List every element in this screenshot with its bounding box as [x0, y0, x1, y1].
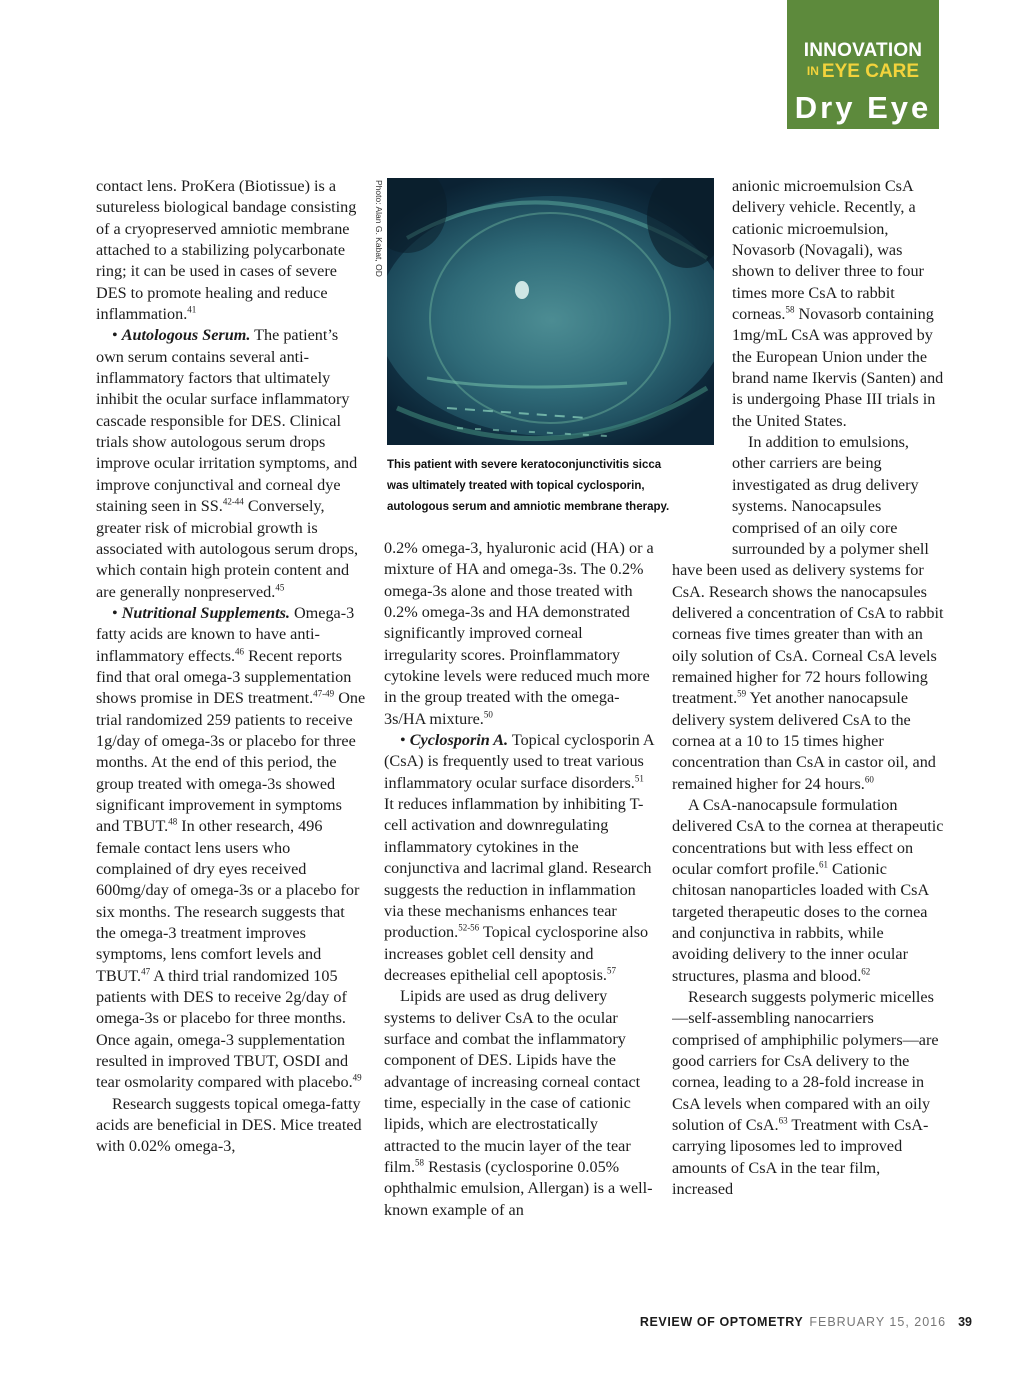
section-title: Dry Eye: [794, 90, 932, 125]
text: In other research, 496 female contact lens users who complained of dry eyes received 600mg/day of omega-3s or a placebo for six months. The research suggests that the omega-3 treatment improves symptoms, lens comfort levels and TBUT.: [96, 817, 360, 985]
text-column-2: [384, 538, 656, 1221]
eye-illustration: [387, 178, 714, 445]
subheading: Autologous Serum.: [121, 326, 251, 345]
text: In addition to emulsions, other carriers are being investigated as drug delivery systems. Nanocapsules comprised of an oily core surrounded by a polymer shell have been used as delivery systems for CsA. Research shows the nanocapsules delivered a concentration of CsA to rabbit corneas five times greater than with an oily solution of CsA. Corneal CsA levels remained higher for 72 hours following treatment.: [672, 433, 944, 708]
paragraph: [96, 325, 368, 602]
reference: 51: [634, 773, 644, 784]
subheading: Cyclosporin A.: [409, 731, 509, 750]
subheading: Nutritional Supplements.: [121, 603, 290, 622]
text: Omega-3 fatty acids are known to have anti-inflammatory effects.: [96, 603, 355, 665]
text: contact lens. ProKera (Biotissue) is a sutureless biological bandage consisting of a cryopreserved amniotic membrane attached to a stabilizing polycarbonate ring; it can be used in cases of severe DES to promote healing and reduce inflammation.: [96, 177, 357, 324]
paragraph: [384, 538, 656, 730]
caption-line: This patient with severe keratoconjunctivitis sicca: [387, 459, 662, 471]
float-spacer: [672, 176, 732, 541]
badge-in: IN: [806, 64, 819, 78]
text: The patient’s own serum contains several anti-inflammatory factors that ultimately inhibit the ocular surface inflammatory cascade responsible for DES. Clinical trials show autologous serum drops improve ocular irritation symptoms, and improve conjunctival and corneal dye staining seen in SS.: [96, 326, 358, 516]
reference: 41: [187, 304, 197, 315]
reference: 47: [141, 966, 151, 977]
paragraph: [96, 603, 368, 1094]
text: Conversely, greater risk of microbial growth is associated with autologous serum drops, which contain high protein content and are generally nonpreserved.: [96, 497, 359, 601]
publication-name: REVIEW OF OPTOMETRY: [639, 1315, 804, 1329]
text: anionic microemulsion CsA delivery vehicle. Recently, a cationic microemulsion, Novasorb (Novagali), was shown to deliver three to four times more CsA to rabbit corneas.: [732, 177, 924, 324]
paragraph: Research suggests topical omega-fatty acids are beneficial in DES. Mice treated with 0.02% omega-3,: [96, 1094, 362, 1156]
reference: 48: [168, 816, 178, 827]
bullet: •: [112, 603, 122, 622]
section-badge: [787, 0, 939, 129]
text: Novasorb containing 1mg/mL CsA was approved by the European Union under the brand name Ikervis (Santen) and is undergoing Phase III trials in the United States.: [732, 305, 944, 430]
reference: 46: [235, 646, 245, 657]
caption-line: autologous serum and amniotic membrane therapy.: [387, 501, 670, 513]
reference: 61: [818, 859, 828, 870]
reference: 58: [415, 1157, 425, 1168]
badge-title-line1: INNOVATION: [803, 40, 923, 61]
text-column-3: [672, 176, 944, 1201]
text: A third trial randomized 105 patients with DES to receive 2g/day of omega-3s or placebo for three months. Once again, omega-3 supplementation resulted in improved TBUT, OSDI and tear osmolarity compared with placebo.: [96, 966, 353, 1092]
reference: 42-44: [222, 496, 244, 507]
reference: 62: [861, 966, 871, 977]
paragraph: [672, 795, 944, 987]
text: Topical cyclosporin A (CsA) is frequently used to treat various inflammatory ocular surface disorders.: [384, 731, 654, 792]
reference: 45: [275, 582, 285, 593]
bullet: •: [400, 731, 410, 750]
text: Yet another nanocapsule delivery system delivered CsA to the cornea at a 10 to 15 times higher concentration than CsA in castor oil, and remained higher for 24 hours.: [672, 689, 936, 793]
text: 0.2% omega-3, hyaluronic acid (HA) or a mixture of HA and omega-3s. The 0.2% omega-3s alone and those treated with 0.2% omega-3s and HA demonstrated significantly improved corneal irregularity scores. Proinflammatory cytokine levels were reduced much more in the group treated with the omega-3s/HA mixture.: [384, 539, 654, 728]
reference: 57: [606, 965, 616, 976]
text: Restasis (cyclosporine 0.05% ophthalmic emulsion, Allergan) is a well-known example of an: [384, 1157, 653, 1219]
paragraph: [384, 986, 656, 1221]
reference: 52-56: [458, 922, 480, 933]
page-footer: [640, 1315, 972, 1329]
issue-date: FEBRUARY 15, 2016: [809, 1315, 947, 1329]
caption-line: was ultimately treated with topical cyclosporin,: [387, 480, 645, 492]
reference: 47-49: [313, 688, 335, 699]
text-column-1: [96, 176, 368, 1158]
photo-credit: Photo: Alan G. Kabat, OD: [374, 180, 384, 277]
paragraph: [672, 987, 944, 1200]
page-number: 39: [958, 1315, 972, 1329]
paragraph: [384, 730, 656, 986]
reference: 58: [785, 304, 795, 315]
text: A CsA-nanocapsule formulation delivered CsA to the cornea at therapeutic concentrations but with less effect on ocular comfort profile.: [672, 795, 944, 878]
text: Treatment with CsA-carrying liposomes led to improved amounts of CsA in the tear film, increased: [672, 1116, 929, 1199]
text: One trial randomized 259 patients to receive 1g/day of omega-3s or placebo for three months. At the end of this period, the group treated with omega-3s showed significant improvement in symptoms and TBUT.: [96, 689, 366, 836]
text: Recent reports find that oral omega-3 supplementation shows promise in DES treatment.: [96, 646, 352, 708]
badge-title-line2: [787, 61, 939, 83]
bullet: •: [112, 326, 122, 345]
reference: 50: [483, 709, 493, 720]
text: Topical cyclosporine also increases goblet cell density and decreases epithelial cell apoptosis.: [384, 923, 649, 984]
text: Lipids are used as drug delivery systems to deliver CsA to the ocular surface and combat the inflammatory component of DES. Lipids have the advantage of increasing corneal contact time, especially in the case of cationic lipids, which are electrostatically attracted to the mucin layer of the tear film.: [384, 987, 641, 1176]
text: It reduces inflammation by inhibiting T-cell activation and downregulating inflammatory cytokines in the conjunctiva and lacrimal gland. Research suggests the reduction in inflammation via these mechanisms enhances tear production.: [384, 795, 652, 942]
badge-eye-care: EYE CARE: [821, 61, 920, 82]
reference: 59: [737, 688, 747, 699]
reference: 49: [352, 1073, 362, 1084]
reference: 60: [864, 774, 874, 785]
reference: 63: [778, 1115, 788, 1126]
text: Research suggests polymeric micelles—self-assembling nanocarriers comprised of amphiphilic polymers—are good carriers for CsA delivery to the cornea, leading to a 28-fold increase in CsA levels when compared with an oily solution of CsA.: [672, 988, 939, 1135]
text: Cationic chitosan nanoparticles loaded with CsA targeted therapeutic doses to the cornea and conjunctiva in rabbits, while avoiding delivery to the inner ocular structures, plasma and blood.: [672, 860, 929, 985]
paragraph: [96, 176, 368, 325]
eye-photo: [387, 178, 714, 445]
